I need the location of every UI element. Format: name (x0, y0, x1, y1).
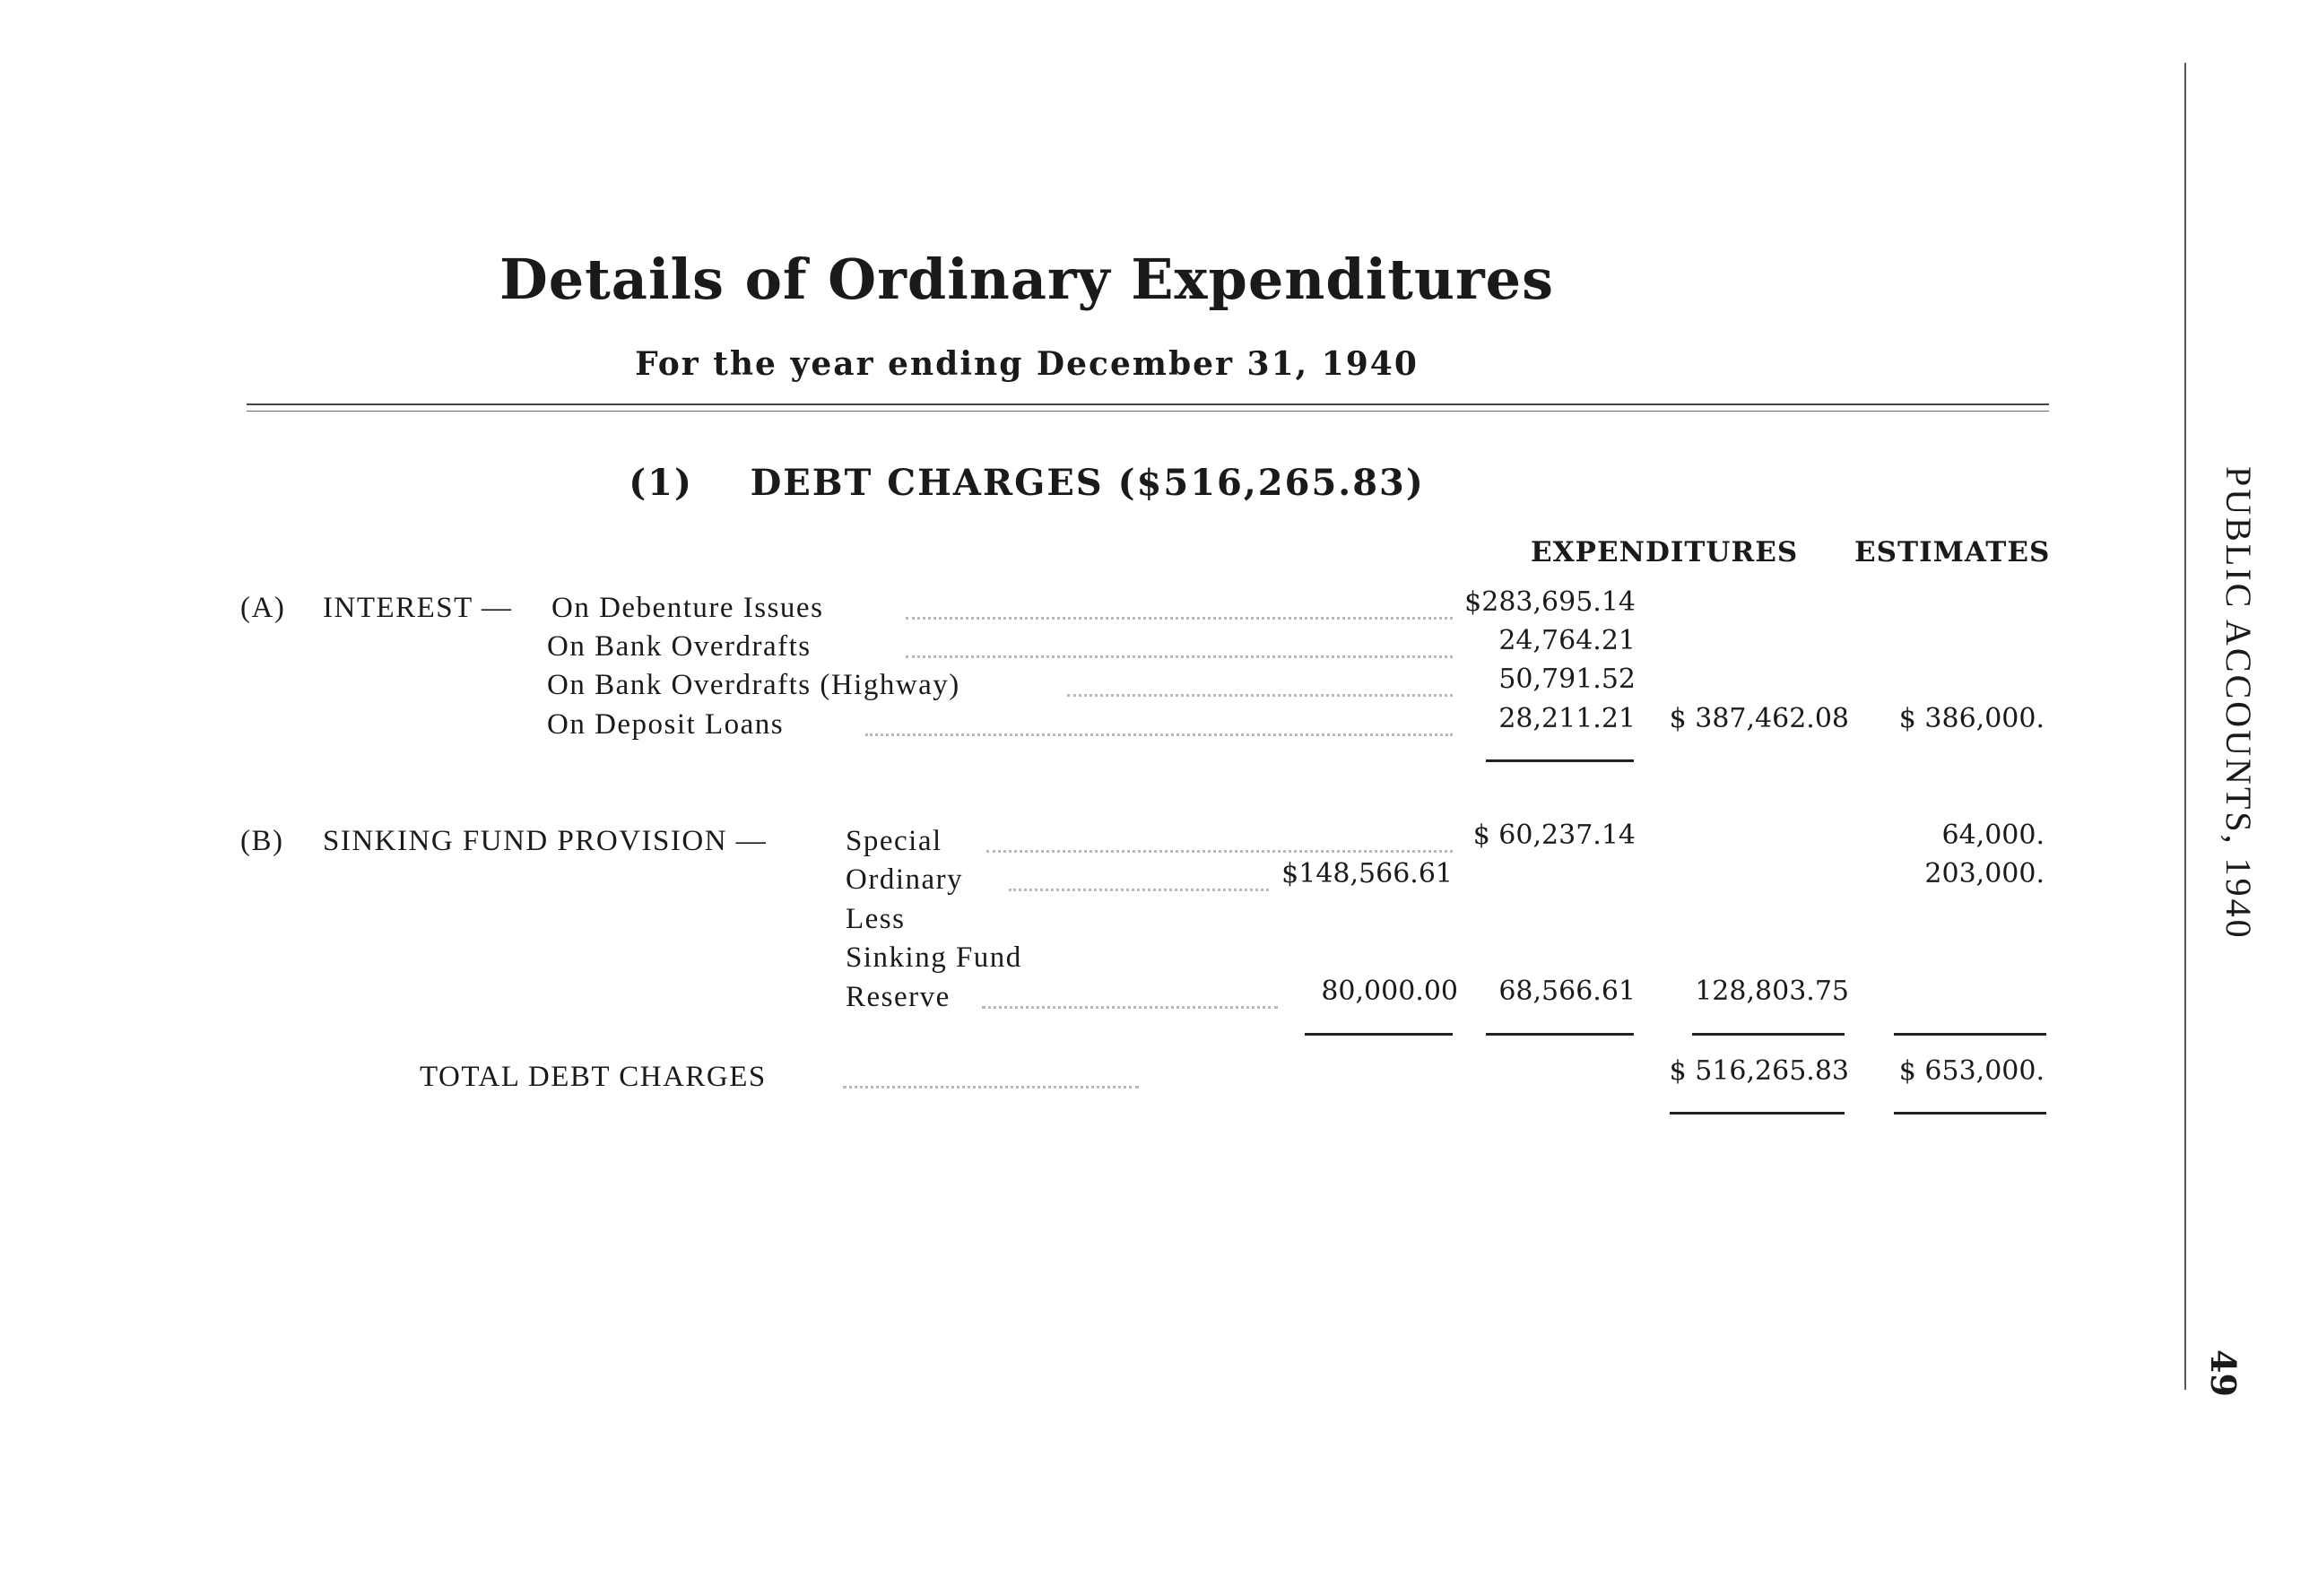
special-label: Special (846, 825, 942, 857)
sinking-fund-marker: (B) (240, 825, 284, 857)
total-estimates: $ 653,000. (1898, 1055, 2045, 1087)
double-underline (1670, 1112, 1845, 1115)
header-rule-bottom (247, 411, 2049, 412)
total-label: TOTAL DEBT CHARGES (420, 1061, 767, 1093)
special-estimate: 64,000. (1941, 820, 2045, 851)
interest-marker: (A) (240, 592, 286, 624)
double-underline (1894, 1112, 2046, 1115)
interest-subtotal: $ 387,462.08 (1669, 703, 1849, 734)
interest-row-label: On Bank Overdrafts (547, 630, 812, 663)
section-number: (1) (629, 462, 693, 504)
reserve-label: Reserve (846, 981, 951, 1013)
underline (1692, 1033, 1845, 1036)
page-title: Details of Ordinary Expenditures (499, 247, 1555, 312)
interest-row-amount: 28,211.21 (1498, 703, 1636, 734)
sinking-fund-subtotal: 128,803.75 (1695, 976, 1849, 1007)
less-label: Less (846, 903, 906, 935)
column-header-expenditures: EXPENDITURES (1531, 536, 1799, 568)
page-number: 49 (2203, 1349, 2244, 1397)
interest-row-label: On Bank Overdrafts (Highway) (547, 669, 960, 701)
reserve-amount: 80,000.00 (1321, 976, 1458, 1007)
interest-estimate: $ 386,000. (1898, 703, 2045, 734)
underline (1486, 759, 1634, 762)
interest-row-amount: 24,764.21 (1498, 625, 1636, 656)
column-header-estimates: ESTIMATES (1854, 536, 2051, 568)
interest-row-amount: $283,695.14 (1464, 586, 1636, 618)
ordinary-net: 68,566.61 (1498, 976, 1636, 1007)
ordinary-estimate: 203,000. (1924, 858, 2045, 889)
special-amount: $ 60,237.14 (1472, 820, 1636, 851)
sinking-fund-label: Sinking Fund (846, 941, 1022, 974)
header-rule-top (247, 403, 2049, 405)
interest-heading: INTEREST — (323, 592, 513, 624)
ordinary-gross: $148,566.61 (1281, 858, 1453, 889)
leader-dots (865, 733, 1453, 736)
sinking-fund-heading: SINKING FUND PROVISION — (323, 825, 768, 857)
interest-row-amount: 50,791.52 (1498, 664, 1636, 695)
underline (1486, 1033, 1634, 1036)
interest-row-label: On Debenture Issues (551, 592, 824, 624)
section-heading (0, 462, 2053, 504)
running-head: PUBLIC ACCOUNTS, 1940 (2218, 466, 2259, 941)
page-subtitle: For the year ending December 31, 1940 (635, 345, 1419, 383)
interest-row-label: On Deposit Loans (547, 708, 785, 741)
underline (1894, 1033, 2046, 1036)
ordinary-label: Ordinary (846, 863, 964, 896)
margin-rule (2184, 63, 2186, 1390)
leader-dots (843, 1086, 1139, 1089)
total-expenditures: $ 516,265.83 (1669, 1055, 1849, 1087)
section-title: DEBT CHARGES ($516,265.83) (750, 462, 1425, 504)
underline (1305, 1033, 1453, 1036)
